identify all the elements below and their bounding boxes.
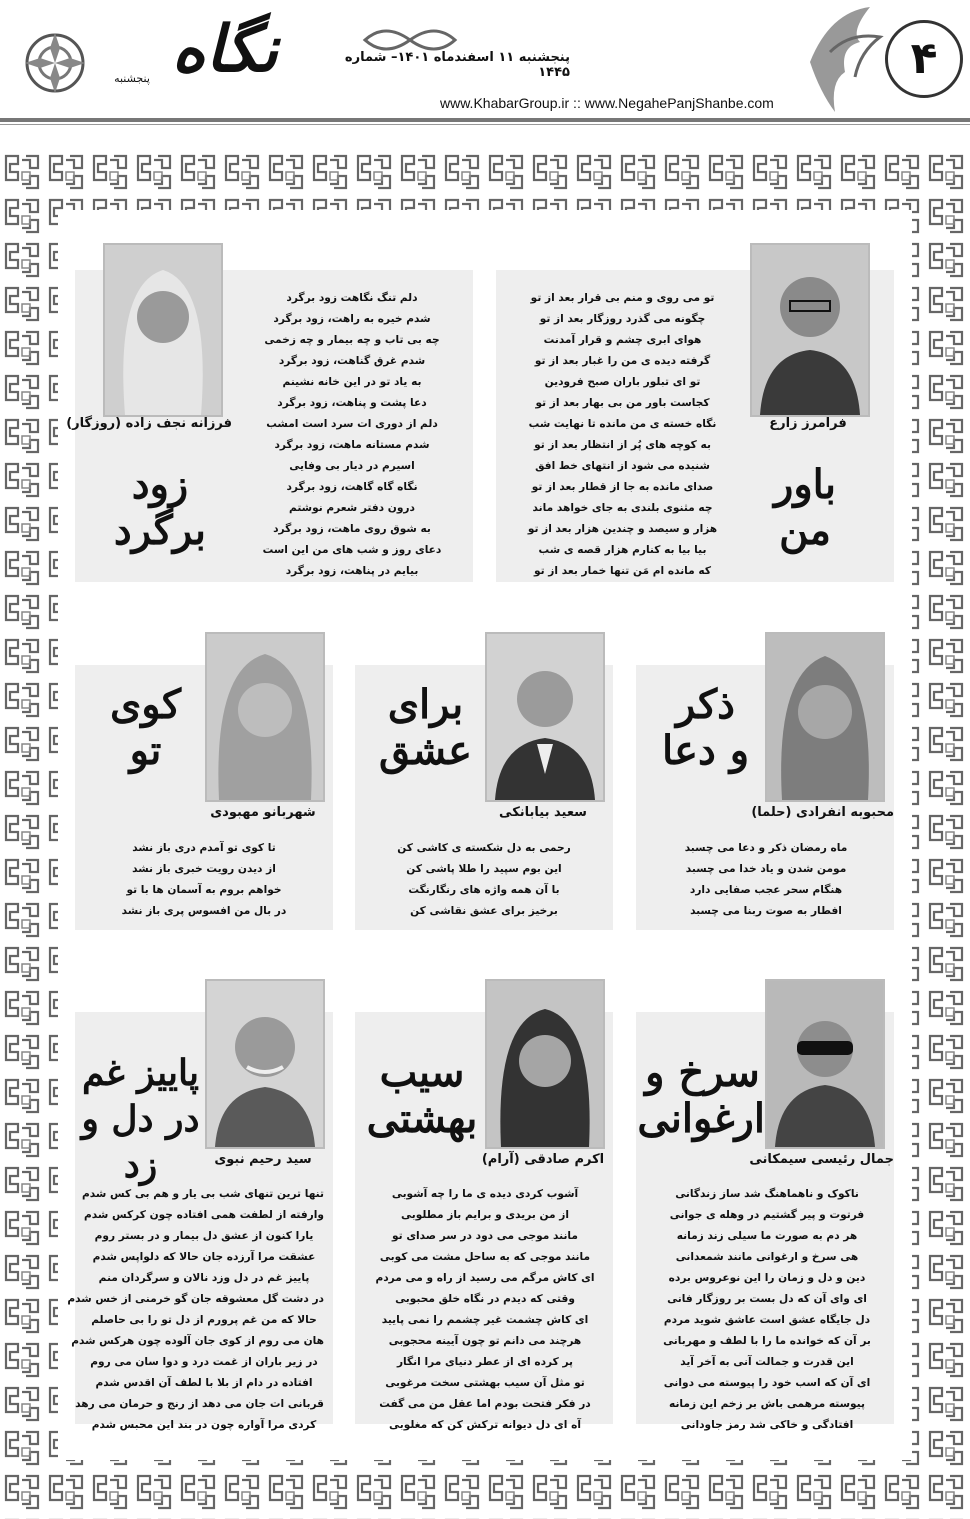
issue-date: پنجشنبه ۱۱ اسفندماه ۱۴۰۱– شماره ۱۴۴۵ bbox=[344, 50, 570, 80]
header-rule bbox=[0, 118, 970, 122]
author-name: محبوبه انفرادی (حلما) bbox=[751, 805, 894, 820]
poem-line: شدم خیره به راهت، زود برگرد bbox=[273, 313, 431, 325]
poem-line: آه ای دل دیوانه ترکش کن که مغلوبی bbox=[389, 1419, 581, 1431]
author-name: فرامرز زارع bbox=[769, 416, 847, 431]
poem-line: دلم تنگ نگاهت زود برگرد bbox=[286, 292, 418, 304]
poem-title bbox=[648, 682, 763, 774]
author-name: جمال رئیسی سیمکانی bbox=[749, 1152, 894, 1167]
author-photo bbox=[765, 632, 885, 802]
poem-line: بیا بیا به کنارم هزار قصه ی شب bbox=[538, 544, 707, 556]
author-photo bbox=[205, 632, 325, 802]
poem-line: برخیز برای عشق نقاشی کن bbox=[410, 905, 558, 917]
author-name: اکرم صادقی (آرام) bbox=[481, 1152, 605, 1167]
poem-text bbox=[648, 1184, 886, 1436]
poem-line: چه مثنوی بلندی به جای خواهد ماند bbox=[532, 502, 713, 514]
poem-line: به کوچه های پُر از انتظار بعد از تو bbox=[534, 439, 711, 451]
poem-line: وارفته از لطفت همی افتاده چون کرکس شدم bbox=[84, 1209, 324, 1221]
poem-line: دین و دل و زمان را این نوعروس برده bbox=[668, 1272, 866, 1284]
phoenix-icon bbox=[800, 2, 890, 120]
poem-line: بیایم در پناهت، زود برگرد bbox=[285, 565, 419, 577]
poem-line: افتاده در دام از بلا با لطف آن اقدس شدم bbox=[95, 1377, 313, 1389]
poem-line: هرچند می دانم تو چون آیینه محجوبی bbox=[388, 1335, 582, 1347]
person-photo-icon bbox=[752, 245, 868, 415]
poem-line: یارا کنون از عشق دل بیمار و در بستر روم bbox=[94, 1230, 314, 1242]
poem-line: هان می روم از کوی جان آلوده چون هرکس شدم bbox=[71, 1335, 324, 1347]
poem-line: بر آن که خوانده ما را با لطف و مهربانی bbox=[663, 1335, 871, 1347]
poem-line: درون دفتر شعرم نوشتم bbox=[289, 502, 415, 514]
poem-title bbox=[88, 682, 203, 774]
poem-text bbox=[368, 838, 600, 922]
poem-title-line: عشق bbox=[379, 727, 472, 774]
poem-line: دلم از دوری ات سرد است امشب bbox=[266, 418, 438, 430]
poem-line: در فکر فتحت بودم اما عقل من می گفت bbox=[379, 1398, 591, 1410]
poem-text bbox=[88, 838, 320, 922]
poem-line: ای کاش چشمت غیر چشمم را نمی پایید bbox=[381, 1314, 589, 1326]
poem-text bbox=[505, 288, 740, 582]
page-number: ۴ bbox=[885, 20, 963, 98]
author-photo bbox=[750, 243, 870, 417]
poem-line: هزار و سیصد و چندین هزار بعد از تو bbox=[527, 523, 718, 535]
author-photo bbox=[205, 979, 325, 1149]
person-photo-icon bbox=[487, 981, 603, 1147]
poem-line: شدم غرق گناهت، زود برگرد bbox=[278, 355, 426, 367]
poem-line: ای آن که اسب خود را پیوسته می دوانی bbox=[663, 1377, 871, 1389]
author-photo bbox=[765, 979, 885, 1149]
poem-line: دعا پشت و پناهت، زود برگرد bbox=[277, 397, 427, 409]
website-urls: www.KhabarGroup.ir :: www.NegahePanjShanbe.com bbox=[440, 95, 774, 111]
poem-title-line: ارغوانی bbox=[637, 1095, 765, 1142]
person-photo-icon bbox=[767, 634, 883, 800]
poem-line: شنیده می شود از انتهای خط افق bbox=[535, 460, 710, 472]
author-name: فرزانه نجف زاده (روزگار) bbox=[66, 416, 232, 431]
poem-line: تو ای تبلور باران صبح فرودین bbox=[544, 376, 701, 388]
poem-title-line: و دعا bbox=[661, 727, 750, 774]
author-name: سید رحیم نبوی bbox=[214, 1152, 312, 1167]
poem-line: پر کرده ای از عطر دنیای مرا انگار bbox=[396, 1356, 574, 1368]
poem-text bbox=[650, 838, 882, 922]
poem-title bbox=[362, 1050, 482, 1142]
poem-line: ای وای آن که دل بست بر روزگار فانی bbox=[667, 1293, 867, 1305]
poem-title bbox=[368, 682, 483, 774]
poem-line: خواهم بروم به آسمان ها با تو bbox=[126, 884, 282, 896]
poem-line: با آن همه واژه های رنگارنگت bbox=[408, 884, 560, 896]
poem-line: چگونه می گذرد روزگار بعد از تو bbox=[539, 313, 706, 325]
poem-line: در بال من افسوس پری باز نشد bbox=[121, 905, 287, 917]
poem-line: در زیر باران از غمت درد و دوا سان می روم bbox=[90, 1356, 318, 1368]
poem-title-line: برای bbox=[387, 681, 464, 728]
poem-line: مانند موجی که به ساحل مشت می کوبی bbox=[379, 1251, 591, 1263]
poem-line: پیوسته مرهمی باش بر زخم این زمانه bbox=[669, 1398, 865, 1410]
poem-line: افطار به صوت ربنا می چسبد bbox=[690, 905, 842, 917]
poem-line: هر دم به صورت ما سیلی زند زمانه bbox=[676, 1230, 858, 1242]
person-photo-icon bbox=[207, 634, 323, 800]
poem-line: نگاه خسته ی من مانده تا نهایت شب bbox=[528, 418, 717, 430]
poem-line: تو مثل آن سیب بهشتی سخت مرغوبی bbox=[385, 1377, 585, 1389]
poem-text bbox=[67, 1184, 324, 1436]
logo: نگاه bbox=[171, 12, 279, 87]
ornament-icon bbox=[20, 28, 90, 98]
poem-line: به شوق روی ماهت، زود برگرد bbox=[273, 523, 431, 535]
poem-title-line: ذکر bbox=[676, 681, 735, 728]
poem-line: کجاست باور من بی بهار بعد از تو bbox=[535, 397, 710, 409]
poem-line: از من بریدی و برایم باز مطلوبی bbox=[401, 1209, 569, 1221]
poem-line: به یاد تو در این خانه نشینم bbox=[282, 376, 422, 388]
person-photo-icon bbox=[487, 634, 603, 800]
author-name: شهربانو مهبودی bbox=[210, 805, 316, 820]
logo-subtitle: پنجشنبه bbox=[114, 72, 150, 85]
poem-line: مومن شدن و یاد خدا می چسبد bbox=[685, 863, 847, 875]
poem-line: حالا که من غم پرورم از دل تو را بی حاصلم bbox=[91, 1314, 317, 1326]
poem-line: تو می روی و منم بی قرار بعد از تو bbox=[530, 292, 715, 304]
poem-line: وقتی که دیدم در نگاه خلق محبوبی bbox=[395, 1293, 575, 1305]
poem-line: در دشت گل معشوقه جان گو خرمنی از خس شدم bbox=[67, 1293, 324, 1305]
poem-line: ناکوک و ناهماهنگ شد ساز زندگانی bbox=[675, 1188, 859, 1200]
poem-line: تنها ترین تنهای شب بی یار و هم بی کس شدم bbox=[82, 1188, 324, 1200]
poem-line: عشقت مرا آرزده جان حالا که دلواپس شدم bbox=[92, 1251, 316, 1263]
poem-line: که مانده ام مَن تنها خمار بعد از تو bbox=[534, 565, 711, 577]
poem-title bbox=[90, 462, 230, 554]
poem-title-line: برگرد bbox=[113, 507, 207, 554]
poem-line: چه بی تاب و چه بیمار و چه زخمی bbox=[264, 334, 440, 346]
poem-line: افتادگی و خاکی شد رمز جاودانی bbox=[680, 1419, 854, 1431]
poem-title-line: کوی bbox=[109, 681, 181, 728]
poem-line: ماه رمضان ذکر و دعا می چسبد bbox=[684, 842, 848, 854]
poem-line: رحمی به دل شکسته ی کاشی کن bbox=[397, 842, 571, 854]
author-photo bbox=[485, 632, 605, 802]
poem-line: نگاه گاه گاهت، زود برگرد bbox=[286, 481, 418, 493]
poem-line: این بوم سپید را طلا پاشی کن bbox=[406, 863, 562, 875]
masthead bbox=[0, 0, 970, 130]
poem-title bbox=[637, 1049, 765, 1142]
poem-line: فرتوت و پیر گشتیم در وهله ی جوانی bbox=[669, 1209, 865, 1221]
author-photo bbox=[485, 979, 605, 1149]
author-photo bbox=[103, 243, 223, 417]
poem-line: قربانی ات جان می دهد از رنج و حرمان می رهد bbox=[75, 1398, 324, 1410]
poem-line: آشوب کردی دیده ی ما را چه آشوبی bbox=[391, 1188, 579, 1200]
poem-title-line: زود bbox=[131, 461, 189, 508]
poem-title-line: تو bbox=[129, 727, 162, 774]
poem-text bbox=[366, 1184, 604, 1436]
poem-line: مانند موجی می دود در سر صدای تو bbox=[392, 1230, 578, 1242]
poem-title-line: سیب bbox=[379, 1049, 465, 1096]
poem-line: هوای ابری چشم و قرار آمدنت bbox=[543, 334, 702, 346]
poem-line: شدم مستانه ماهت، زود برگرد bbox=[274, 439, 430, 451]
poem-title-line: پاییز غم bbox=[81, 1052, 200, 1094]
poem-title-line: باور bbox=[774, 461, 836, 508]
header-rule bbox=[0, 124, 970, 125]
poem-title-line: در دل و زد bbox=[81, 1098, 200, 1186]
poem-title-line: من bbox=[779, 507, 831, 554]
poem-line: این قدرت و جمالت آنی به آخر آید bbox=[680, 1356, 854, 1368]
poem-line: از دیدن رویت خبری باز نشد bbox=[132, 863, 276, 875]
author-name: سعید بیابانکی bbox=[499, 805, 587, 820]
poem-line: اسیرم در دیار بی وفایی bbox=[289, 460, 415, 472]
poem-text bbox=[242, 288, 462, 582]
poem-line: هنگام سحر عجب صفایی دارد bbox=[689, 884, 843, 896]
poem-line: دعای روز و شب های من این است bbox=[262, 544, 442, 556]
poem-line: کردی مرا آواره چون در بند این محبس شدم bbox=[91, 1419, 317, 1431]
poem-line: تا کوی تو آمدم دری باز نشد bbox=[132, 842, 276, 854]
person-photo-icon bbox=[207, 981, 323, 1147]
poem-line: پاییز غم در دل وزد نالان و سرگردان منم bbox=[98, 1272, 310, 1284]
poem-title-line: بهشتی bbox=[366, 1095, 478, 1142]
poem-line: صدای مانده به جا از قطار بعد از تو bbox=[531, 481, 714, 493]
poem-line: گرفته دیده ی من را غبار بعد از تو bbox=[534, 355, 711, 367]
poem-line: هی سرخ و ارغوانی مانند شمعدانی bbox=[675, 1251, 859, 1263]
person-photo-icon bbox=[767, 981, 883, 1147]
person-photo-icon bbox=[105, 245, 221, 415]
poem-line: ای کاش مرگم می رسید از راه و می مردم bbox=[375, 1272, 595, 1284]
poem-title bbox=[78, 1050, 203, 1188]
poem-title bbox=[740, 462, 870, 554]
poem-line: دل جایگاه عشق است عاشق شوید مردم bbox=[663, 1314, 871, 1326]
poem-title-line: سرخ و bbox=[645, 1049, 760, 1096]
